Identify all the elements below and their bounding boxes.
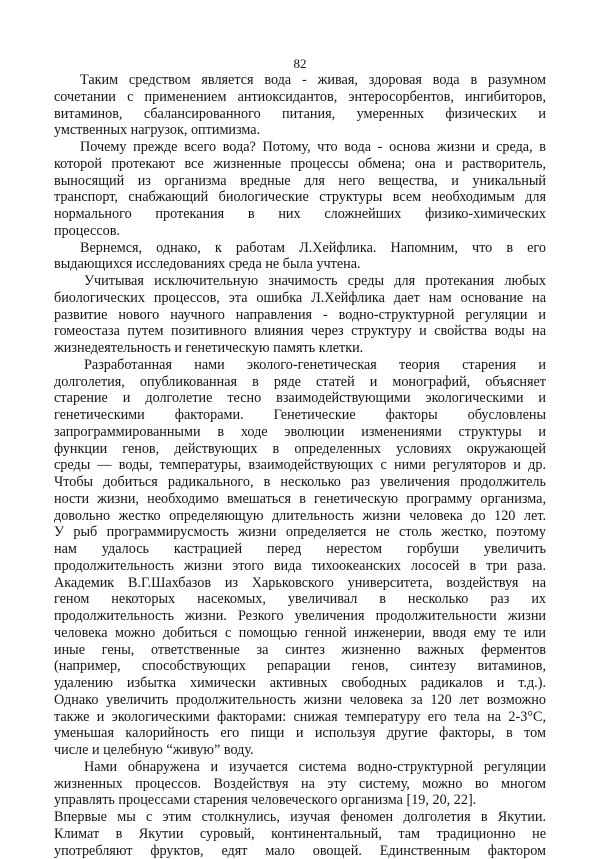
text-line: геном некоторых насекомых, увеличивал в несколько раз их bbox=[54, 591, 546, 608]
text-line: удалению избытка химически активных свободных радикалов и т.д.). bbox=[54, 675, 546, 692]
text-line: генетическими факторами. Генетические факторы обусловлены bbox=[54, 407, 546, 424]
text-line: также и экологическими факторами: снижая температуру его тела на 2-3°С, bbox=[54, 709, 546, 726]
text-line: Чтобы добиться радикального, в несколько раз увеличения продолжитель bbox=[54, 474, 546, 491]
text-line: функции генов, действующих в определенных условиях окружающей bbox=[54, 441, 546, 458]
text-line: употребляют фруктов, едят мало овощей. Единственным фактором bbox=[54, 843, 546, 859]
text-line: довольно жестко определяющую длительность жизни человека до 120 лет. bbox=[54, 508, 546, 525]
text-line: Впервые мы с этим столкнулись, изучая феномен долголетия в Якутии. bbox=[54, 809, 546, 826]
text-line: (например, способствующих репарации генов, синтезу витаминов, bbox=[54, 658, 546, 675]
text-line: биологических процессов, эта ошибка Л.Хейфлика дает нам основание на bbox=[54, 290, 546, 307]
text-line: жизнедеятельность и генетическую память клетки. bbox=[54, 340, 546, 357]
text-line: развитие нового научного направления - водно-структурной регуляции и bbox=[54, 307, 546, 324]
text-line: запрограммированными в ходе эволюции изменениями структуры и bbox=[54, 424, 546, 441]
text-line: Вернемся, однако, к работам Л.Хейфлика. Напомним, что в его bbox=[54, 240, 546, 257]
document-body bbox=[54, 72, 546, 859]
text-line: Академик В.Г.Шахбазов из Харьковского университета, воздействуя на bbox=[54, 575, 546, 592]
text-line: которой протекают все жизненные процессы обмена; она и растворитель, bbox=[54, 156, 546, 173]
text-line: Таким средством является вода - живая, здоровая вода в разумном bbox=[54, 72, 546, 89]
text-line: транспорт, снабжающий биологические структуры всем необходимым для bbox=[54, 189, 546, 206]
text-line: продолжительность жизни. Резкого увеличения продолжительности жизни bbox=[54, 608, 546, 625]
text-line: Почему прежде всего вода? Потому, что вода - основа жизни и среда, в bbox=[54, 139, 546, 156]
text-line: нормального протекания в них сложнейших физико-химических bbox=[54, 206, 546, 223]
text-line: старение и долголетие тесно взаимодействующими экологическими и bbox=[54, 390, 546, 407]
text-line: умственных нагрузок, оптимизма. bbox=[54, 122, 546, 139]
text-line: управлять процессами старения человеческого организма [19, 20, 22]. bbox=[54, 792, 546, 809]
text-line: У рыб программирусмость жизни определяется не столь жестко, поэтому bbox=[54, 524, 546, 541]
text-line: выносящий из организма вредные для него вещества, и уникальный bbox=[54, 173, 546, 190]
text-line: жизненных процессов. Воздействуя на эту систему, можно во многом bbox=[54, 776, 546, 793]
page-number: 82 bbox=[0, 56, 600, 72]
text-line: Климат в Якутии суровый, континентальный, там традиционно не bbox=[54, 826, 546, 843]
text-line: числе и целебную “живую” воду. bbox=[54, 742, 546, 759]
text-line: нам удалось кастрацией перед нерестом горбуши увеличить bbox=[54, 541, 546, 558]
text-line: процессов. bbox=[54, 223, 546, 240]
text-line: витаминов, сбалансированного питания, умеренных физических и bbox=[54, 106, 546, 123]
text-line: Однако увеличить продолжительность жизни человека за 120 лет возможно bbox=[54, 692, 546, 709]
text-line: иные гены, ответственные за синтез жизненно важных ферментов bbox=[54, 642, 546, 659]
text-line: Нами обнаружена и изучается система водно-структурной регуляции bbox=[54, 759, 546, 776]
text-line: среды — воды, температуры, взаимодействующих с ними регуляторов и др. bbox=[54, 457, 546, 474]
text-line: выдающихся исследованиях среда не была учтена. bbox=[54, 256, 546, 273]
text-line: человека можно добиться с помощью генной инженерии, вводя ему те или bbox=[54, 625, 546, 642]
text-line: продолжительность жизни этого вида тихоокеанских лососей в три раза. bbox=[54, 558, 546, 575]
text-line: гомеостаза путем позитивного влияния через структуру и свойства воды на bbox=[54, 323, 546, 340]
text-line: долголетия, опубликованная в ряде статей и монографий, объясняет bbox=[54, 374, 546, 391]
text-line: ности жизни, необходимо вмешаться в генетическую программу организма, bbox=[54, 491, 546, 508]
text-line: уменьшая калорийность его пищи и используя другие факторы, в том bbox=[54, 725, 546, 742]
text-line: Разработанная нами эколого-генетическая теория старения и bbox=[54, 357, 546, 374]
text-line: Учитывая исключительную значимость среды для протекания любых bbox=[54, 273, 546, 290]
text-line: сочетании с применением антиоксидантов, энтеросорбентов, ингибиторов, bbox=[54, 89, 546, 106]
